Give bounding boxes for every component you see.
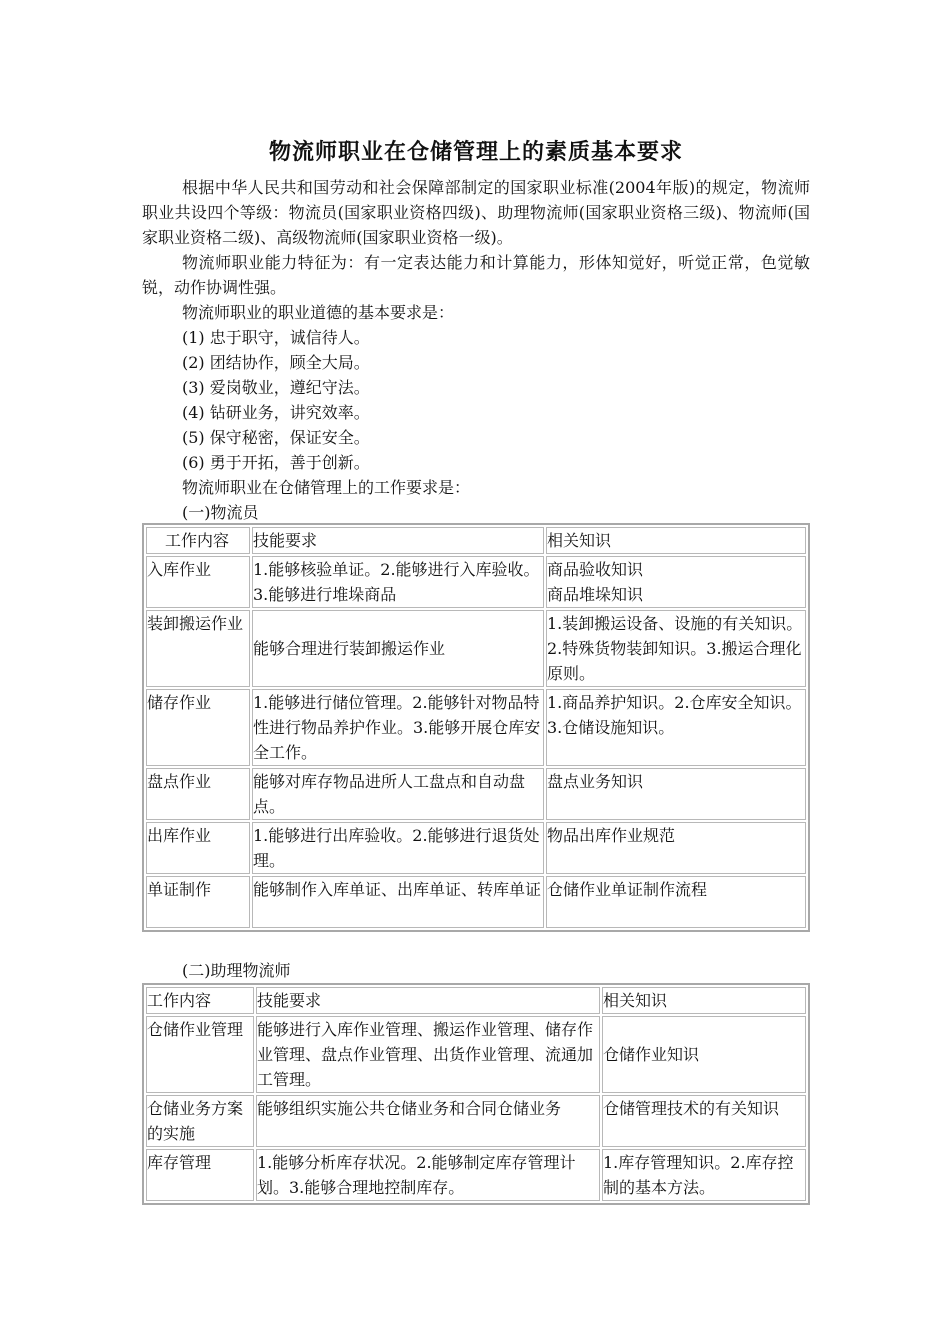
table-cell: 1.商品养护知识。2.仓库安全知识。3.仓储设施知识。 xyxy=(546,689,806,766)
section-heading-assistant-logistician: (二)助理物流师 xyxy=(182,961,291,980)
table-cell: 能够组织实施公共仓储业务和合同仓储业务 xyxy=(256,1095,600,1147)
table-row xyxy=(146,1149,806,1201)
assistant-logistician-table xyxy=(142,983,810,1205)
table-cell: 能够对库存物品进所人工盘点和自动盘点。 xyxy=(252,768,544,820)
table-cell: 盘点作业 xyxy=(146,768,250,820)
header-cell: 相关知识 xyxy=(546,527,806,554)
table-cell: 1.能够分析库存状况。2.能够制定库存管理计划。3.能够合理地控制库存。 xyxy=(256,1149,600,1201)
document-body xyxy=(142,175,810,525)
table-row xyxy=(146,1095,806,1147)
table-cell: 1.装卸搬运设备、设施的有关知识。2.特殊货物装卸知识。3.搬运合理化原则。 xyxy=(546,610,806,687)
ethics-item: (3) 爱岗敬业，遵纪守法。 xyxy=(182,378,370,397)
header-cell: 技能要求 xyxy=(256,987,600,1014)
logistics-clerk-table xyxy=(142,523,810,932)
table-cell: 商品验收知识 商品堆垛知识 xyxy=(546,556,806,608)
table-row xyxy=(146,1016,806,1093)
table-cell: 仓储业务方案的实施 xyxy=(146,1095,254,1147)
table-cell: 1.能够进行储位管理。2.能够针对物品特性进行物品养护作业。3.能够开展仓库安全工作。 xyxy=(252,689,544,766)
table-cell: 仓储作业单证制作流程 xyxy=(546,876,806,928)
table-header-row xyxy=(146,527,806,554)
header-cell: 技能要求 xyxy=(252,527,544,554)
table-cell: 盘点业务知识 xyxy=(546,768,806,820)
table-cell: 能够合理进行装卸搬运作业 xyxy=(252,610,544,687)
table-row xyxy=(146,768,806,820)
header-cell: 工作内容 xyxy=(146,527,250,554)
ethics-item: (2) 团结协作，顾全大局。 xyxy=(182,353,370,372)
header-cell: 工作内容 xyxy=(146,987,254,1014)
table-cell: 仓储管理技术的有关知识 xyxy=(602,1095,806,1147)
table-cell: 出库作业 xyxy=(146,822,250,874)
table-cell: 能够进行入库作业管理、搬运作业管理、储存作业管理、盘点作业管理、出货作业管理、流通加工管理。 xyxy=(256,1016,600,1093)
table-cell: 单证制作 xyxy=(146,876,250,928)
ethics-item: (1) 忠于职守，诚信待人。 xyxy=(182,328,370,347)
table-row xyxy=(146,610,806,687)
intro-paragraph: 根据中华人民共和国劳动和社会保障部制定的国家职业标准(2004年版)的规定，物流师职业共设四个等级：物流员(国家职业资格四级)、助理物流师(国家职业资格三级)、物流师(国家职业资格二级)、高级物流师(国家职业资格一级)。 xyxy=(142,178,810,247)
ability-paragraph: 物流师职业能力特征为：有一定表达能力和计算能力，形体知觉好，听觉正常，色觉敏锐，动作协调性强。 xyxy=(142,253,810,297)
document-title: 物流师职业在仓储管理上的素质基本要求 xyxy=(268,140,683,165)
table-cell: 储存作业 xyxy=(146,689,250,766)
table-row xyxy=(146,556,806,608)
ethics-item: (4) 钻研业务，讲究效率。 xyxy=(182,403,370,422)
table-cell: 1.能够进行出库验收。2.能够进行退货处理。 xyxy=(252,822,544,874)
table-cell: 仓储作业管理 xyxy=(146,1016,254,1093)
table-row xyxy=(146,822,806,874)
table-cell: 1.库存管理知识。2.库存控制的基本方法。 xyxy=(602,1149,806,1201)
table-cell: 仓储作业知识 xyxy=(602,1016,806,1093)
table-cell: 装卸搬运作业 xyxy=(146,610,250,687)
work-requirements-heading: 物流师职业在仓储管理上的工作要求是： xyxy=(182,478,471,497)
ethics-heading: 物流师职业的职业道德的基本要求是： xyxy=(182,303,455,322)
table-cell: 入库作业 xyxy=(146,556,250,608)
table-row xyxy=(146,689,806,766)
section-heading-logistics-clerk: (一)物流员 xyxy=(182,503,259,522)
table-cell: 库存管理 xyxy=(146,1149,254,1201)
table-cell: 1.能够核验单证。2.能够进行入库验收。3.能够进行堆垛商品 xyxy=(252,556,544,608)
table-cell: 能够制作入库单证、出库单证、转库单证 xyxy=(252,876,544,928)
table-cell: 物品出库作业规范 xyxy=(546,822,806,874)
ethics-item: (6) 勇于开拓，善于创新。 xyxy=(182,453,370,472)
header-cell: 相关知识 xyxy=(602,987,806,1014)
ethics-item: (5) 保守秘密，保证安全。 xyxy=(182,428,370,447)
table-header-row xyxy=(146,987,806,1014)
table-row xyxy=(146,876,806,928)
